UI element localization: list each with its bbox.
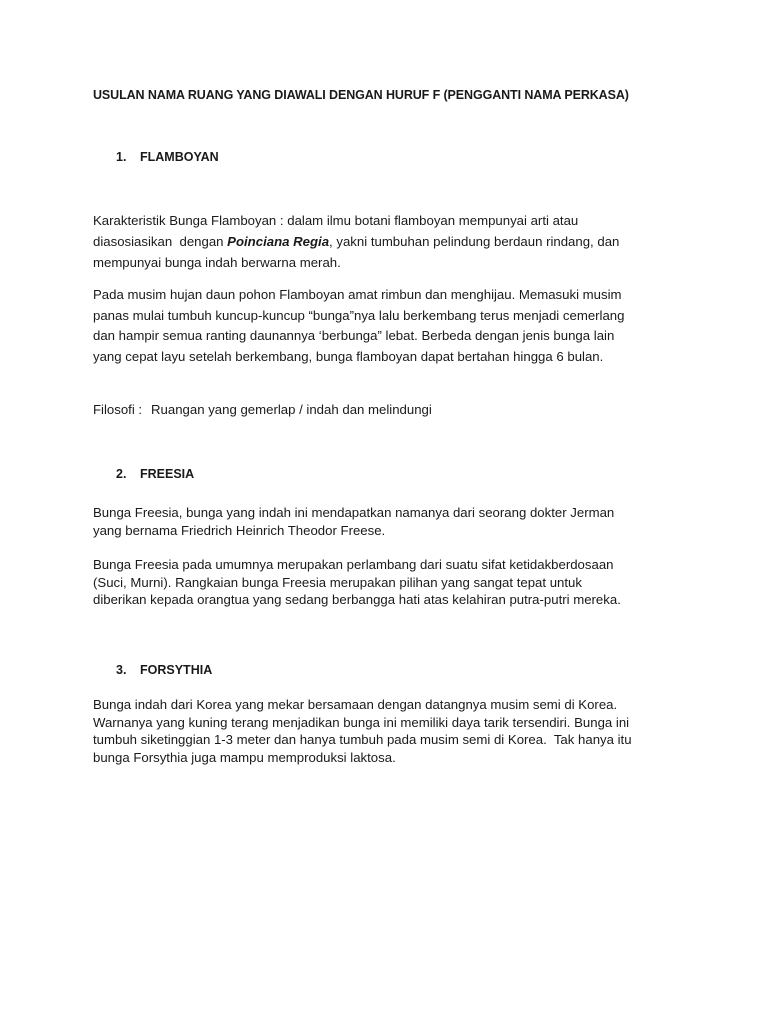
section-number: 1. bbox=[116, 150, 127, 164]
freesia-paragraph-symbol bbox=[93, 556, 693, 609]
paragraph-line bbox=[93, 231, 693, 252]
flamboyan-paragraph-season bbox=[93, 285, 693, 367]
section-heading-flamboyan bbox=[116, 150, 219, 164]
flamboyan-paragraph-characteristics bbox=[93, 210, 693, 273]
scientific-name: Poinciana Regia bbox=[227, 234, 330, 249]
section-title: FREESIA bbox=[140, 467, 195, 481]
paragraph-line: dan hampir semua ranting daunannya ‘berbunga” lebat. Berbeda dengan jenis bunga lain bbox=[93, 328, 615, 343]
document-title: USULAN NAMA RUANG YANG DIAWALI DENGAN HURUF F (PENGGANTI NAMA PERKASA) bbox=[93, 88, 629, 102]
paragraph-line: Bunga indah dari Korea yang mekar bersamaan dengan datangnya musim semi di Korea. bbox=[93, 697, 618, 712]
section-heading-freesia bbox=[116, 467, 194, 481]
paragraph-line: panas mulai tumbuh kuncup-kuncup “bunga”nya lalu berkembang terus menjadi cemerlang bbox=[93, 307, 625, 323]
section-title: FORSYTHIA bbox=[140, 663, 213, 677]
paragraph-line: Pada musim hujan daun pohon Flamboyan amat rimbun dan menghijau. Memasuki musim bbox=[93, 287, 622, 302]
section-title: FLAMBOYAN bbox=[140, 150, 219, 164]
paragraph-line: yang bernama Friedrich Heinrich Theodor Freese. bbox=[93, 522, 386, 538]
section-number: 3. bbox=[116, 663, 127, 677]
section-heading-forsythia bbox=[116, 663, 212, 677]
paragraph-line: tumbuh siketinggian 1-3 meter dan hanya tumbuh pada musim semi di Korea. Tak hanya itu bbox=[93, 732, 632, 747]
paragraph-line: mempunyai bunga indah berwarna merah. bbox=[93, 255, 341, 270]
freesia-paragraph-origin bbox=[93, 504, 693, 539]
flamboyan-filosofi bbox=[93, 402, 432, 417]
filosofi-label: Filosofi : bbox=[93, 402, 143, 417]
paragraph-line: Bunga Freesia, bunga yang indah ini mendapatkan namanya dari seorang dokter Jerman bbox=[93, 505, 615, 520]
text-run: diasosiasikan dengan bbox=[93, 234, 228, 249]
paragraph-line: yang cepat layu setelah berkembang, bunga flamboyan dapat bertahan hingga 6 bulan. bbox=[93, 348, 604, 364]
paragraph-line: Bunga Freesia pada umumnya merupakan perlambang dari suatu sifat ketidakberdosaan bbox=[93, 557, 614, 572]
paragraph-line: Warnanya yang kuning terang menjadikan bunga ini memiliki daya tarik tersendiri. Bunga ini bbox=[93, 714, 630, 730]
filosofi-text: Ruangan yang gemerlap / indah dan melindungi bbox=[151, 402, 432, 417]
paragraph-line: Karakteristik Bunga Flamboyan : dalam ilmu botani flamboyan mempunyai arti atau bbox=[93, 213, 579, 228]
section-number: 2. bbox=[116, 467, 127, 481]
paragraph-line: (Suci, Murni). Rangkaian bunga Freesia merupakan pilihan yang sangat tepat untuk bbox=[93, 574, 582, 590]
text-run: , yakni tumbuhan pelindung berdaun rindang, dan bbox=[329, 234, 620, 249]
paragraph-line: diberikan kepada orangtua yang sedang berbangga hati atas kelahiran putra-putri mereka. bbox=[93, 592, 621, 607]
forsythia-paragraph bbox=[93, 696, 693, 766]
paragraph-line: bunga Forsythia juga mampu memproduksi laktosa. bbox=[93, 749, 396, 765]
